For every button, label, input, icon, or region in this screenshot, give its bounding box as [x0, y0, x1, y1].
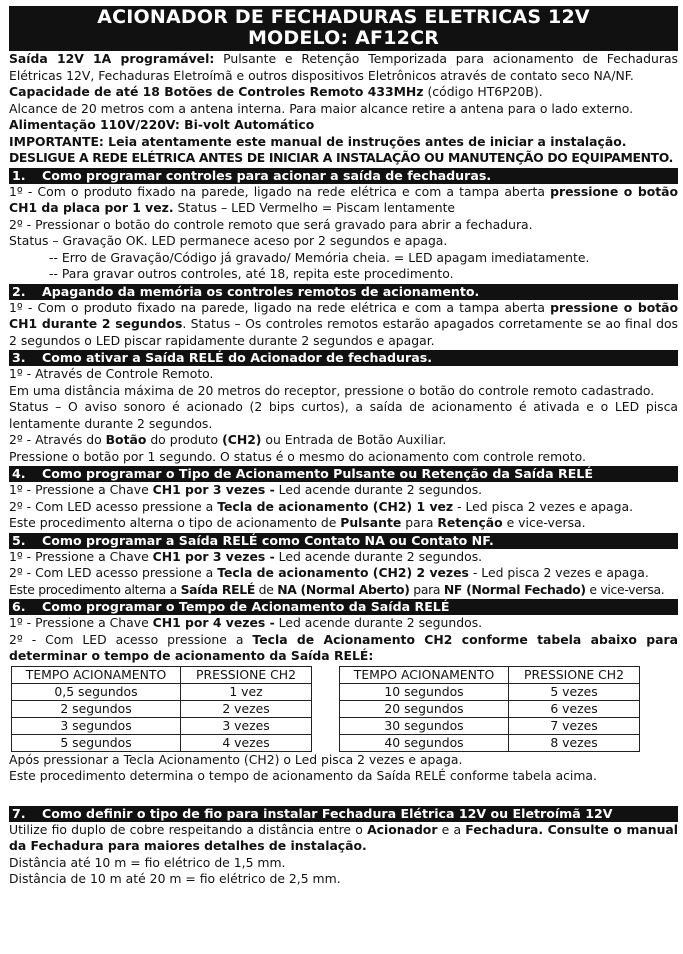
s4-note-c: para [401, 515, 438, 530]
s2-step-1-text: 1º - Com o produto fixado na parede, ligado na rede elétrica e com a tampa aberta [9, 299, 551, 315]
s3-step-2-botao: Botão [105, 432, 147, 447]
s4-note-retencao: Retenção [437, 515, 503, 530]
manual-page [9, 0, 678, 888]
table-cell: 8 vezes [509, 734, 640, 751]
s4-step-2-c: - Led pisca 2 vezes e apaga. [453, 498, 634, 514]
table-cell: 30 segundos [340, 717, 509, 734]
table-header-pressione-2: PRESSIONE CH2 [509, 666, 640, 683]
section-4-title: Como programar o Tipo de Acionamento Pulsante ou Retenção da Saída RELÉ [42, 466, 593, 481]
s3-step-2-e: ou Entrada de Botão Auxiliar. [261, 432, 447, 447]
title-line-2: MODELO: AF12CR [247, 27, 440, 49]
s1-step-1-bold: pressione o botão CH1 da placa por 1 vez. [9, 183, 679, 215]
s2-step-1 [9, 300, 678, 350]
s4-note-a: Este procedimento alterna o tipo de acionamento de [9, 515, 341, 530]
timing-table [11, 666, 640, 752]
s6-after-1: Após pressionar a Tecla Acionamento (CH2) o Led pisca 2 vezes e apaga. [9, 751, 463, 767]
section-5-number: 5. [12, 532, 26, 548]
section-7-title: Como definir o tipo de fio para instalar Fechadura Elétrica 12V ou Eletroímã 12V [42, 805, 613, 821]
s4-step-2-a: 2º - Com LED acesso pressione a [9, 498, 218, 514]
section-3-header [9, 350, 678, 366]
intro-importante: IMPORTANTE: Leia atentamente este manual de instruções antes de iniciar a instalação. [9, 133, 627, 149]
s4-step-1 [9, 482, 678, 499]
s1-error: -- Erro de Gravação/Código já gravado/ Memória cheia. = LED apagam imediatamente. [49, 249, 590, 265]
table-cell: 2 vezes [181, 700, 312, 717]
section-6-header [9, 599, 678, 615]
section-3-number: 3. [12, 350, 26, 365]
s5-step-2-c: - Led pisca 2 vezes e apaga. [468, 565, 649, 580]
table-header-pressione-1: PRESSIONE CH2 [181, 666, 312, 683]
capacidade-text: (código HT6P20B). [423, 84, 543, 99]
s5-step-1-b: CH1 por 3 vezes - [152, 548, 275, 564]
s6-step-2 [9, 632, 678, 665]
intro-alcance: Alcance de 20 metros com a antena interna. Para maior alcance retire a antena para o lado externo. [9, 100, 634, 116]
section-7-header [9, 806, 678, 822]
table-cell: 0,5 segundos [12, 683, 181, 700]
s7-line-2: Distância até 10 m = fio elétrico de 1,5 mm. [9, 854, 286, 870]
s1-step-2: 2º - Pressionar o botão do controle remoto que será gravado para abrir a fechadura. [9, 216, 533, 232]
s6-step-1-a: 1º - Pressione a Chave [9, 615, 153, 630]
table-cell: 3 vezes [181, 717, 312, 734]
section-1-header [9, 168, 678, 184]
s6-after-2: Este procedimento determina o tempo de acionamento da Saída RELÉ conforme tabela acima. [9, 768, 597, 783]
table-row [12, 734, 640, 751]
section-4-header [9, 466, 678, 482]
s5-note-a: Este procedimento alterna a [9, 581, 181, 597]
table-row [12, 683, 640, 700]
s1-status: Status – Gravação OK. LED permanece aceso por 2 segundos e apaga. [9, 233, 448, 248]
s1-step-1 [9, 184, 678, 217]
s3-distance: Em uma distância máxima de 20 metros do receptor, pressione o botão do controle remoto cadastrado. [9, 382, 655, 398]
s7-line-1 [9, 822, 678, 855]
s7-line-3: Distância de 10 m até 20 m = fio elétrico de 2,5 mm. [9, 871, 341, 886]
table-gap [312, 717, 340, 734]
table-gap [312, 734, 340, 751]
table-cell: 2 segundos [12, 700, 181, 717]
s7-fechadura: Fechadura. Consulte o manual da Fechadura para maiores detalhes de instalação. [9, 821, 678, 853]
s3-status: Status – O aviso sonoro é acionado (2 bips curtos), a saída de acionamento é ativada e o LED pisca lentamente durante 2 segundos. [9, 399, 678, 431]
s7-line-1-a: Utilize fio duplo de cobre respeitando a distância entre o [9, 821, 368, 837]
s4-step-1-b: CH1 por 3 vezes - [152, 482, 275, 497]
table-cell: 3 segundos [12, 717, 181, 734]
table-header-tempo-1: TEMPO ACIONAMENTO [12, 666, 181, 683]
section-5-header [9, 533, 678, 549]
s4-note-e: e vice-versa. [502, 515, 586, 530]
section-2-title: Apagando da memória os controles remotos de acionamento. [42, 283, 480, 299]
section-2-header [9, 284, 678, 300]
s3-press: Pressione o botão por 1 segundo. O status é o mesmo do acionamento com controle remoto. [9, 448, 586, 464]
s6-step-2-b: Tecla de Acionamento CH2 conforme tabela abaixo para determinar o tempo de acionamento da Saída RELÉ: [9, 631, 678, 663]
section-6-number: 6. [12, 599, 26, 614]
s2-step-1-bold: pressione o botão CH1 durante 2 segundos [9, 299, 679, 331]
s6-step-1-b: CH1 por 4 vezes - [152, 615, 275, 630]
table-gap [312, 683, 340, 700]
section-1-title: Como programar controles para acionar a saída de fechaduras. [42, 167, 492, 183]
table-cell: 40 segundos [340, 734, 509, 751]
s5-note-e: para [409, 581, 444, 597]
s5-step-2-a: 2º - Com LED acesso pressione a [9, 565, 218, 580]
intro-capacidade [9, 84, 678, 101]
section-spacer [9, 785, 678, 805]
saida-label: Saída 12V 1A programável: [9, 51, 215, 66]
s5-note-nf: NF (Normal Fechado) [443, 581, 586, 597]
s3-step-2 [9, 432, 678, 449]
s3-step-2-a: 2º - Através do [9, 432, 106, 447]
s5-note-c: de [255, 581, 278, 597]
section-4-number: 4. [12, 466, 26, 481]
s3-step-2-c: do produto [146, 432, 223, 447]
s7-line-1-c: e a [437, 821, 466, 837]
table-gap [312, 666, 340, 683]
s3-step-1: 1º - Através de Controle Remoto. [9, 366, 214, 381]
s5-step-2-b: Tecla de acionamento (CH2) 2 vezes [217, 565, 469, 580]
s4-note [9, 515, 678, 532]
s4-step-1-c: Led acende durante 2 segundos. [274, 482, 483, 497]
section-6-title: Como programar o Tempo de Acionamento da Saída RELÉ [42, 599, 450, 614]
title-line-1: ACIONADOR DE FECHADURAS ELETRICAS 12V [97, 6, 590, 28]
table-row [12, 700, 640, 717]
s5-note-na: NA (Normal Aberto) [277, 581, 410, 597]
intro-saida [9, 51, 678, 84]
table-cell: 7 vezes [509, 717, 640, 734]
intro-block [9, 51, 678, 167]
saida-text: Pulsante e Retenção Temporizada para acionamento de Fechaduras Elétricas 12V, Fechaduras Eletroímã e outros dispositivos Eletrônicos através de contato seco NA/NF. [9, 51, 679, 83]
table-cell: 1 vez [181, 683, 312, 700]
section-5-title: Como programar a Saída RELÉ como Contato NA ou Contato NF. [42, 532, 494, 548]
table-header-row [12, 666, 640, 683]
table-cell: 5 vezes [509, 683, 640, 700]
s4-step-1-a: 1º - Pressione a Chave [9, 482, 153, 497]
s7-acionador: Acionador [367, 821, 438, 837]
s5-step-2 [9, 565, 678, 582]
s6-step-1-c: Led acende durante 2 segundos. [274, 615, 483, 630]
section-3-title: Como ativar a Saída RELÉ do Acionador de fechaduras. [42, 350, 432, 365]
s2-step-1-status: . Status – Os controles remotos estarão apagados corretamente se ao final dos 2 segundos o LED piscar rapidamente durante 2 segundos e apagar. [9, 316, 678, 348]
section-7-number: 7. [12, 805, 26, 821]
s5-note-saida: Saída RELÉ [180, 581, 256, 597]
s5-step-1 [9, 549, 678, 566]
s5-note [9, 582, 678, 599]
section-1-number: 1. [12, 167, 26, 183]
document-title [9, 6, 678, 51]
table-header-tempo-2: TEMPO ACIONAMENTO [340, 666, 509, 683]
s5-step-1-a: 1º - Pressione a Chave [9, 548, 153, 564]
s4-note-pulsante: Pulsante [340, 515, 402, 530]
table-cell: 10 segundos [340, 683, 509, 700]
s4-step-2-b: Tecla de acionamento (CH2) 1 vez [217, 498, 454, 514]
table-row [12, 717, 640, 734]
s3-step-2-ch2: (CH2) [222, 432, 262, 447]
s5-step-1-c: Led acende durante 2 segundos. [274, 548, 483, 564]
capacidade-label: Capacidade de até 18 Botões de Controles Remoto 433MHz [9, 84, 424, 99]
table-gap [312, 700, 340, 717]
s4-step-2 [9, 499, 678, 516]
table-cell: 4 vezes [181, 734, 312, 751]
s1-step-1-status: Status – LED Vermelho = Piscam lentamente [173, 200, 456, 215]
intro-alimentacao: Alimentação 110V/220V: Bi-volt Automático [9, 117, 315, 132]
intro-desligue: DESLIGUE A REDE ELÉTRICA ANTES DE INICIAR A INSTALAÇÃO OU MANUTENÇÃO DO EQUIPAMENTO. [9, 150, 673, 165]
s6-step-1 [9, 615, 678, 632]
section-2-number: 2. [12, 283, 26, 299]
table-cell: 6 vezes [509, 700, 640, 717]
s6-step-2-a: 2º - Com LED acesso pressione a [9, 631, 253, 647]
table-cell: 5 segundos [12, 734, 181, 751]
table-cell: 20 segundos [340, 700, 509, 717]
s5-note-g: e vice-versa. [585, 581, 665, 597]
s1-repeat: -- Para gravar outros controles, até 18, repita este procedimento. [49, 266, 454, 281]
s1-step-1-text: 1º - Com o produto fixado na parede, ligado na rede elétrica e com a tampa aberta [9, 183, 551, 199]
